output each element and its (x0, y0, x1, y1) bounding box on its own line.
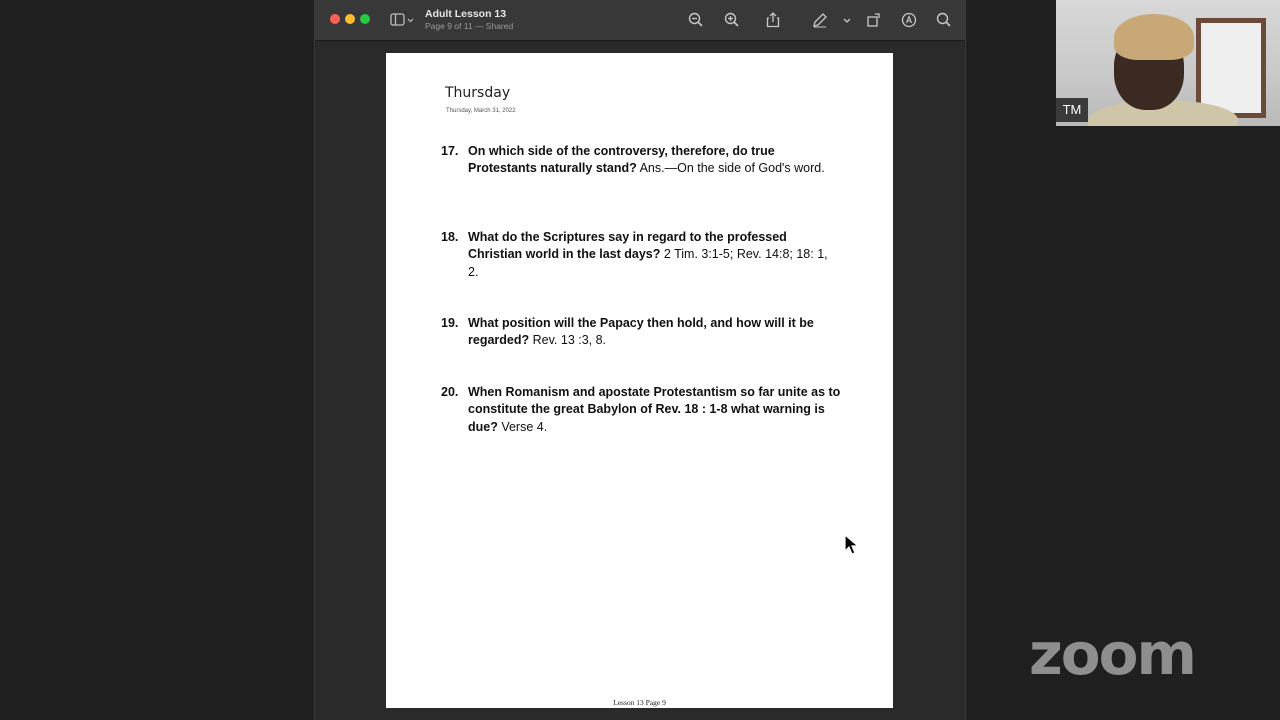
participant-video[interactable] (1056, 0, 1280, 126)
minimize-button[interactable] (345, 14, 355, 24)
mouse-cursor-icon (844, 534, 860, 556)
question-text: What position will the Papacy then hold, and how will it be regarded? (468, 316, 814, 348)
close-button[interactable] (330, 14, 340, 24)
chevron-down-icon[interactable] (838, 11, 856, 29)
page-footer: Lesson 13 Page 9 (613, 698, 666, 707)
zoom-in-icon[interactable] (723, 11, 741, 29)
sidebar-toggle-button[interactable] (389, 11, 417, 29)
maximize-button[interactable] (360, 14, 370, 24)
question-20 (441, 384, 841, 436)
zoom-out-icon[interactable] (687, 11, 705, 29)
participant-initials: TM (1056, 98, 1088, 122)
question-text: When Romanism and apostate Protestantism so far unite as to constitute the great Babylon of Rev. 18 : 1-8 what warning is due? (468, 385, 841, 434)
window-subtitle: Page 9 of 11 — Shared (425, 21, 514, 31)
search-icon[interactable] (935, 11, 953, 29)
question-answer: Ans.—On the side of God's word. (636, 161, 825, 176)
title-bar[interactable] (315, 0, 965, 41)
day-title: Thursday (445, 85, 511, 101)
question-number: 18. (441, 230, 459, 244)
title-block (425, 8, 513, 32)
question-number: 17. (441, 144, 459, 158)
zoom-logo: zoom (1029, 620, 1195, 688)
question-19 (441, 315, 841, 350)
question-text: On which side of the controversy, therefore, do true Protestants naturally stand? (468, 144, 775, 176)
annotate-icon[interactable] (900, 11, 918, 29)
question-answer: Verse 4. (497, 419, 548, 434)
question-answer: 2 Tim. 3:1-5; Rev. 14:8; 18: 1, 2. (468, 247, 828, 279)
preview-window (314, 0, 966, 720)
question-number: 20. (441, 385, 459, 399)
day-date: Thursday, March 31, 2022 (446, 108, 516, 114)
share-icon[interactable] (764, 11, 782, 29)
question-18 (441, 229, 841, 281)
question-number: 19. (441, 316, 459, 330)
participant-headwrap (1114, 14, 1194, 60)
markup-pen-icon[interactable] (811, 11, 829, 29)
window-title: Adult Lesson 13 (425, 8, 507, 20)
question-answer: Rev. 13 :3, 8. (529, 333, 607, 348)
document-viewport[interactable] (315, 41, 965, 720)
sidebar-icon (389, 11, 417, 29)
question-17 (441, 143, 841, 178)
question-text: What do the Scriptures say in regard to the professed Christian world in the last days? (468, 230, 787, 262)
rotate-icon[interactable] (865, 11, 883, 29)
pdf-page[interactable] (386, 53, 893, 708)
